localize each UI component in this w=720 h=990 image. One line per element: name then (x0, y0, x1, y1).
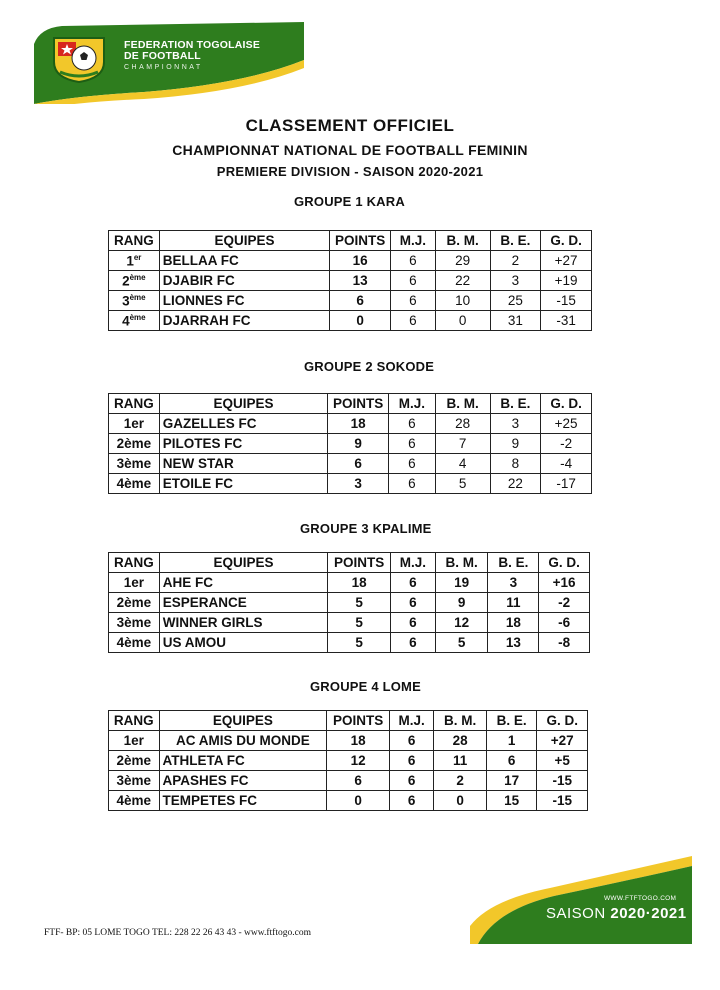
team-cell: ATHLETA FC (159, 751, 327, 771)
points-cell: 5 (328, 633, 391, 653)
mj-cell: 6 (391, 271, 436, 291)
gd-cell: -15 (541, 291, 592, 311)
bm-cell: 22 (435, 271, 490, 291)
gd-cell: -6 (539, 613, 590, 633)
group-3-title: GROUPE 3 KPALIME (300, 521, 432, 536)
mj-cell: 6 (389, 454, 436, 474)
points-cell: 18 (327, 731, 390, 751)
mj-cell: 6 (389, 474, 436, 494)
main-title: CLASSEMENT OFFICIEL (245, 116, 455, 135)
standings-table-group-2 (108, 393, 592, 494)
table-row (109, 414, 592, 434)
header-be: B. E. (488, 553, 539, 573)
table-row (109, 593, 590, 613)
team-cell: APASHES FC (159, 771, 327, 791)
standings-table-group-1 (108, 230, 592, 331)
table-header-row (109, 231, 592, 251)
header-gd: G. D. (541, 394, 592, 414)
table-row (109, 311, 592, 331)
federation-subtitle: CHAMPIONNAT (124, 64, 203, 71)
header-rang: RANG (109, 394, 160, 414)
team-cell: ETOILE FC (159, 474, 327, 494)
header-points: POINTS (327, 711, 390, 731)
team-cell: DJARRAH FC (159, 311, 329, 331)
header-mj: M.J. (391, 231, 436, 251)
gd-cell: -8 (539, 633, 590, 653)
rank-number: 4 (122, 313, 130, 329)
gd-cell: -15 (537, 771, 588, 791)
header-rang: RANG (109, 711, 160, 731)
rank-cell: 1er (109, 573, 160, 593)
rank-cell: 3ème (109, 771, 160, 791)
table-row (109, 573, 590, 593)
header-rang: RANG (109, 231, 160, 251)
federation-line1: FEDERATION TOGOLAISE (124, 39, 261, 51)
gd-cell: -2 (541, 434, 592, 454)
header-bm: B. M. (435, 553, 488, 573)
rank-number: 3 (122, 293, 130, 309)
standings-table-group-4 (108, 710, 588, 811)
rank-cell: 2ème (109, 751, 160, 771)
table-row (109, 791, 588, 811)
header-equipes: EQUIPES (159, 394, 327, 414)
header-equipes: EQUIPES (159, 553, 327, 573)
bm-cell: 5 (435, 474, 490, 494)
standings-table-group-3 (108, 552, 590, 653)
bm-cell: 11 (434, 751, 487, 771)
team-cell: TEMPETES FC (159, 791, 327, 811)
header-be: B. E. (486, 711, 537, 731)
bm-cell: 0 (435, 311, 490, 331)
header-equipes: EQUIPES (159, 231, 329, 251)
mj-cell: 6 (391, 573, 436, 593)
be-cell: 25 (490, 291, 541, 311)
mj-cell: 6 (391, 251, 436, 271)
federation-line2: DE FOOTBALL (124, 50, 201, 62)
points-cell: 18 (328, 573, 391, 593)
points-cell: 6 (327, 771, 390, 791)
header-gd: G. D. (541, 231, 592, 251)
rank-suffix: ème (129, 312, 146, 322)
championship-title: CHAMPIONNAT NATIONAL DE FOOTBALL FEMININ (172, 142, 528, 158)
header-equipes: EQUIPES (159, 711, 327, 731)
table-header-row (109, 394, 592, 414)
be-cell: 6 (486, 751, 537, 771)
points-cell: 6 (330, 291, 391, 311)
mj-cell: 6 (391, 593, 436, 613)
be-cell: 22 (490, 474, 541, 494)
rank-cell: 4ème (109, 791, 160, 811)
footer-address: FTF- BP: 05 LOME TOGO TEL: 228 22 26 43 43 - www.ftftogo.com (44, 928, 311, 938)
mj-cell: 6 (391, 311, 436, 331)
bm-cell: 19 (435, 573, 488, 593)
points-cell: 6 (328, 454, 389, 474)
rank-cell (109, 251, 160, 271)
group-4-title: GROUPE 4 LOME (310, 679, 421, 694)
rank-suffix: ème (129, 272, 146, 282)
gd-cell: -17 (541, 474, 592, 494)
gd-cell: -4 (541, 454, 592, 474)
rank-number: 1 (126, 253, 134, 269)
be-cell: 3 (490, 414, 541, 434)
be-cell: 3 (490, 271, 541, 291)
header-bm: B. M. (435, 394, 490, 414)
table-row (109, 613, 590, 633)
rank-cell (109, 291, 160, 311)
bm-cell: 10 (435, 291, 490, 311)
team-cell: GAZELLES FC (159, 414, 327, 434)
table-header-row (109, 711, 588, 731)
header-be: B. E. (490, 231, 541, 251)
header-points: POINTS (330, 231, 391, 251)
gd-cell: +27 (541, 251, 592, 271)
table-row (109, 251, 592, 271)
header-gd: G. D. (537, 711, 588, 731)
gd-cell: -2 (539, 593, 590, 613)
points-cell: 12 (327, 751, 390, 771)
header-be: B. E. (490, 394, 541, 414)
points-cell: 5 (328, 613, 391, 633)
division-title: PREMIERE DIVISION - SAISON 2020-2021 (216, 164, 484, 179)
rank-cell: 3ème (109, 613, 160, 633)
rank-cell: 1er (109, 731, 160, 751)
points-cell: 0 (327, 791, 390, 811)
bm-cell: 12 (435, 613, 488, 633)
points-cell: 0 (330, 311, 391, 331)
team-cell: LIONNES FC (159, 291, 329, 311)
header-gd: G. D. (539, 553, 590, 573)
gd-cell: +19 (541, 271, 592, 291)
team-cell: BELLAA FC (159, 251, 329, 271)
team-cell: AC AMIS DU MONDE (159, 731, 327, 751)
mj-cell: 6 (391, 613, 436, 633)
team-cell: PILOTES FC (159, 434, 327, 454)
season-website: WWW.FTFTOGO.COM (604, 895, 677, 902)
rank-suffix: ème (129, 292, 146, 302)
points-cell: 3 (328, 474, 389, 494)
mj-cell: 6 (389, 771, 433, 791)
team-cell: AHE FC (159, 573, 327, 593)
gd-cell: +27 (537, 731, 588, 751)
be-cell: 13 (488, 633, 539, 653)
gd-cell: -15 (537, 791, 588, 811)
header-mj: M.J. (391, 553, 436, 573)
bm-cell: 29 (435, 251, 490, 271)
team-cell: DJABIR FC (159, 271, 329, 291)
be-cell: 1 (486, 731, 537, 751)
team-cell: US AMOU (159, 633, 327, 653)
points-cell: 9 (328, 434, 389, 454)
points-cell: 16 (330, 251, 391, 271)
bm-cell: 28 (435, 414, 490, 434)
mj-cell: 6 (389, 434, 436, 454)
bm-cell: 4 (435, 454, 490, 474)
be-cell: 9 (490, 434, 541, 454)
gd-cell: +25 (541, 414, 592, 434)
rank-suffix: er (133, 252, 142, 262)
mj-cell: 6 (389, 731, 433, 751)
rank-cell (109, 311, 160, 331)
gd-cell: +5 (537, 751, 588, 771)
federation-name (124, 40, 260, 71)
be-cell: 2 (490, 251, 541, 271)
header-points: POINTS (328, 394, 389, 414)
rank-cell: 1er (109, 414, 160, 434)
team-cell: ESPERANCE (159, 593, 327, 613)
rank-cell: 4ème (109, 633, 160, 653)
be-cell: 15 (486, 791, 537, 811)
rank-cell: 3ème (109, 454, 160, 474)
team-cell: WINNER GIRLS (159, 613, 327, 633)
ftf-logo (48, 32, 110, 84)
bm-cell: 7 (435, 434, 490, 454)
bm-cell: 5 (435, 633, 488, 653)
be-cell: 18 (488, 613, 539, 633)
points-cell: 18 (328, 414, 389, 434)
bm-cell: 9 (435, 593, 488, 613)
be-cell: 3 (488, 573, 539, 593)
bm-cell: 0 (434, 791, 487, 811)
points-cell: 5 (328, 593, 391, 613)
be-cell: 17 (486, 771, 537, 791)
bm-cell: 2 (434, 771, 487, 791)
mj-cell: 6 (389, 414, 436, 434)
season-prefix: SAISON (546, 905, 606, 922)
table-row (109, 434, 592, 454)
bm-cell: 28 (434, 731, 487, 751)
header-points: POINTS (328, 553, 391, 573)
table-row (109, 751, 588, 771)
rank-cell: 2ème (109, 593, 160, 613)
season-years: 2020·2021 (610, 905, 687, 922)
be-cell: 8 (490, 454, 541, 474)
be-cell: 31 (490, 311, 541, 331)
rank-cell (109, 271, 160, 291)
points-cell: 13 (330, 271, 391, 291)
rank-cell: 2ème (109, 434, 160, 454)
table-row (109, 633, 590, 653)
rank-cell: 4ème (109, 474, 160, 494)
header-mj: M.J. (389, 711, 433, 731)
gd-cell: +16 (539, 573, 590, 593)
table-row (109, 731, 588, 751)
header-rang: RANG (109, 553, 160, 573)
header-bm: B. M. (434, 711, 487, 731)
table-row (109, 291, 592, 311)
group-2-title: GROUPE 2 SOKODE (304, 359, 435, 374)
mj-cell: 6 (391, 633, 436, 653)
mj-cell: 6 (389, 751, 433, 771)
team-cell: NEW STAR (159, 454, 327, 474)
table-row (109, 271, 592, 291)
mj-cell: 6 (389, 791, 433, 811)
table-header-row (109, 553, 590, 573)
mj-cell: 6 (391, 291, 436, 311)
be-cell: 11 (488, 593, 539, 613)
season-label (546, 905, 687, 922)
header-bm: B. M. (435, 231, 490, 251)
rank-number: 2 (122, 273, 130, 289)
header-mj: M.J. (389, 394, 436, 414)
gd-cell: -31 (541, 311, 592, 331)
table-row (109, 454, 592, 474)
group-1-title: GROUPE 1 KARA (294, 194, 405, 209)
table-row (109, 474, 592, 494)
table-row (109, 771, 588, 791)
document-titles (0, 116, 700, 179)
